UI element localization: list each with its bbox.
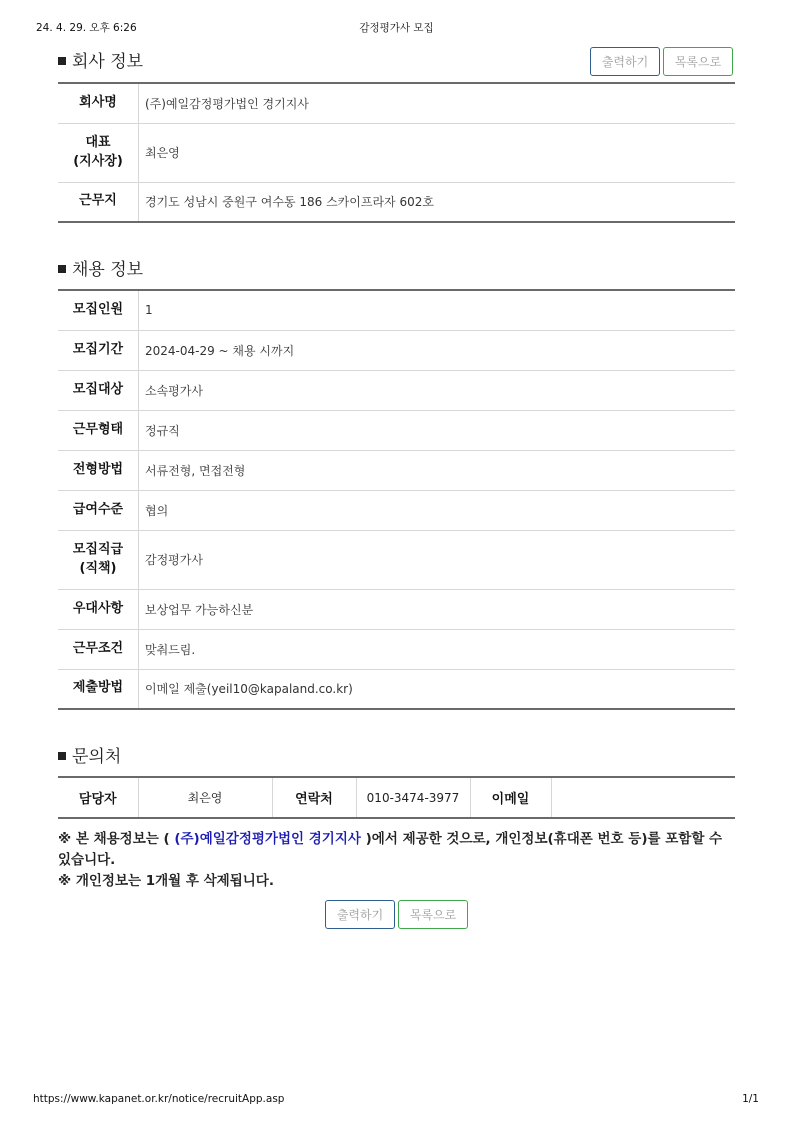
company-name-value: (주)예일감정평가법인 경기지사 — [139, 83, 736, 123]
email-label: 이메일 — [470, 777, 551, 818]
email-value — [551, 777, 735, 818]
notice-line-1: ※ 본 채용정보는 ( (주)예일감정평가법인 경기지사 )에서 제공한 것으로, 개인정보(휴대폰 번호 등)를 포함할 수 있습니다. — [58, 831, 723, 868]
table-row — [58, 589, 735, 629]
table-row — [58, 629, 735, 669]
table-row — [58, 330, 735, 370]
print-button-top[interactable]: 출력하기 — [590, 47, 660, 76]
job-row-label: 모집인원 — [58, 290, 139, 330]
contact-table — [58, 776, 735, 819]
print-date: 24. 4. 29. 오후 6:26 — [36, 22, 137, 34]
job-row-label: 모집기간 — [58, 330, 139, 370]
page-number: 1/1 — [742, 1093, 759, 1105]
job-row-value: 서류전형, 면접전형 — [139, 450, 736, 490]
table-row — [58, 530, 735, 589]
print-title: 감정평가사 모집 — [359, 22, 434, 34]
notice-company-name: (주)예일감정평가법인 경기지사 — [174, 831, 361, 847]
job-row-value: 보상업무 가능하신분 — [139, 589, 736, 629]
company-name-label: 회사명 — [58, 83, 139, 123]
table-row — [58, 490, 735, 530]
job-row-value: 소속평가사 — [139, 370, 736, 410]
print-header — [36, 20, 757, 34]
manager-label: 담당자 — [58, 777, 138, 818]
job-row-label: 모집직급 (직책) — [58, 530, 139, 589]
list-button-top[interactable]: 목록으로 — [663, 47, 733, 76]
job-row-label: 근무형태 — [58, 410, 139, 450]
table-row — [58, 182, 735, 222]
manager-value: 최은영 — [138, 777, 272, 818]
job-row-value: 2024-04-29 ~ 채용 시까지 — [139, 330, 736, 370]
print-button-bottom[interactable]: 출력하기 — [325, 900, 395, 929]
table-row — [58, 123, 735, 182]
list-button-bottom[interactable]: 목록으로 — [398, 900, 468, 929]
print-footer — [33, 1093, 759, 1107]
square-bullet-icon — [58, 57, 66, 65]
job-info-table — [58, 289, 735, 710]
job-row-label: 우대사항 — [58, 589, 139, 629]
table-row — [58, 410, 735, 450]
job-row-value: 협의 — [139, 490, 736, 530]
table-row — [58, 669, 735, 709]
job-row-value: 이메일 제출(yeil10@kapaland.co.kr) — [145, 682, 353, 697]
job-row-value: 맞춰드림. — [139, 629, 736, 669]
job-section-title: 채용 정보 — [58, 255, 143, 280]
phone-label: 연락처 — [272, 777, 356, 818]
square-bullet-icon — [58, 265, 66, 273]
workplace-label: 근무지 — [58, 182, 139, 222]
job-row-value: 정규직 — [139, 410, 736, 450]
job-row-label: 모집대상 — [58, 370, 139, 410]
job-row-label: 제출방법 — [58, 669, 139, 709]
job-row-label: 급여수준 — [58, 490, 139, 530]
notice-line-2: ※ 개인정보는 1개월 후 삭제됩니다. — [58, 873, 274, 889]
square-bullet-icon — [58, 752, 66, 760]
representative-value: 최은영 — [139, 123, 736, 182]
contact-section-title: 문의처 — [58, 742, 121, 767]
company-section-title: 회사 정보 — [58, 47, 143, 72]
workplace-value: 경기도 성남시 중원구 여수동 186 스카이프라자 602호 — [145, 195, 434, 210]
table-row — [58, 290, 735, 330]
page-url: https://www.kapanet.or.kr/notice/recruitApp.asp — [33, 1093, 285, 1105]
job-row-label: 전형방법 — [58, 450, 139, 490]
representative-label: 대표 (지사장) — [58, 123, 139, 182]
company-info-table — [58, 82, 735, 223]
job-row-value: 감정평가사 — [139, 530, 736, 589]
privacy-notice — [58, 829, 738, 892]
job-row-label: 근무조건 — [58, 629, 139, 669]
table-row — [58, 450, 735, 490]
table-row — [58, 83, 735, 123]
table-row — [58, 370, 735, 410]
job-row-value: 1 — [139, 290, 736, 330]
phone-value: 010-3474-3977 — [356, 777, 470, 818]
